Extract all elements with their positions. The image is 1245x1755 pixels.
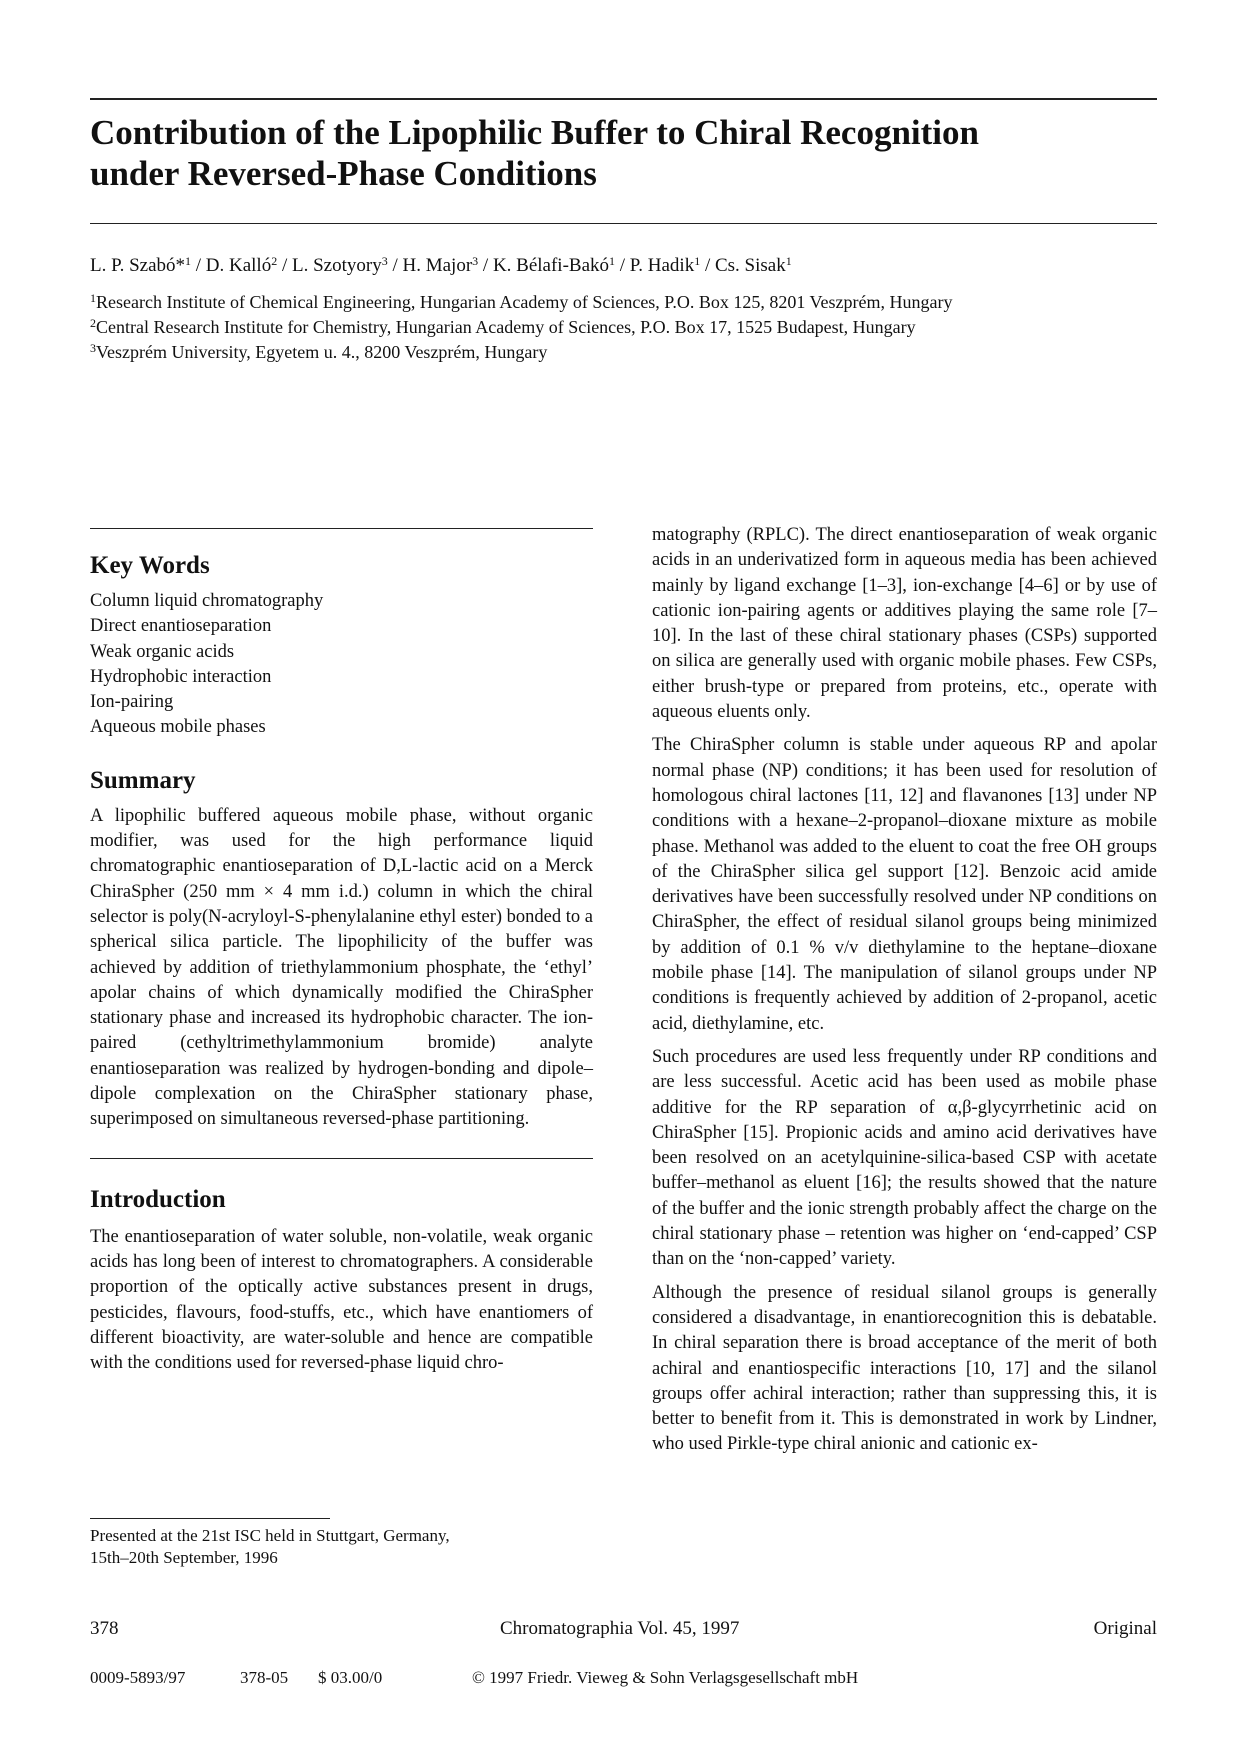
- top-rule: [90, 98, 1157, 100]
- author-name: L. Szotyory: [292, 255, 382, 276]
- keyword-list: [90, 589, 593, 741]
- keyword-item: Weak organic acids: [90, 641, 235, 662]
- keyword-item: Aqueous mobile phases: [90, 717, 266, 738]
- author-separator: /: [387, 255, 403, 276]
- body-paragraph: matography (RPLC). The direct enantioseparation of weak organic acids in an underivatized form in aqueous media has been achieved mainly by ligand exchange [1–3], ion-exchange [4–6] or by use of cationic ion-pairing agents or additives playing the same role [7–10]. In the last of these chiral stationary phases (CSPs) supported on silica are generally used with organic mobile phases. Few CSPs, either brush-type or prepared from proteins, etc., operate with aqueous eluents only.: [652, 525, 1157, 723]
- paper-title: [90, 112, 1157, 194]
- affiliation: [90, 315, 952, 340]
- author-affiliation-mark: 1: [785, 254, 792, 268]
- keyword-item: Ion-pairing: [90, 692, 174, 713]
- section-rule: [90, 528, 593, 529]
- author-name: Cs. Sisak: [714, 255, 786, 276]
- keyword-item: Direct enantioseparation: [90, 616, 272, 637]
- issn-code: 0009-5893/97: [90, 1668, 186, 1687]
- keyword-item: Column liquid chromatography: [90, 591, 324, 611]
- affiliation-list: [90, 290, 952, 365]
- section-rule: [90, 1158, 593, 1159]
- page-range-code: 378-05: [240, 1668, 289, 1687]
- footnote-rule: [90, 1518, 330, 1519]
- title-line-2: under Reversed-Phase Conditions: [90, 154, 597, 193]
- affiliation-mark: 1: [90, 291, 96, 305]
- title-rule: [90, 223, 1157, 224]
- author-name: L. P. Szabó*: [90, 255, 185, 276]
- right-column: [652, 523, 1157, 1458]
- title-line-1: Contribution of the Lipophilic Buffer to Chiral Recognition: [90, 113, 979, 152]
- summary-text: A lipophilic buffered aqueous mobile phase, without organic modifier, was used for the high performance liquid chromatographic enantioseparation of D,L-lactic acid on a Merck ChiraSpher (250 mm × 4 mm i.d.) column in which the chiral selector is poly(N-acryloyl-S-phenylalanine ethyl ester) bonded to a spherical silica particle. The lipophilicity of the buffer was achieved by addition of triethylammonium phosphate, the ‘ethyl’ apolar chains of which dynamically modified the ChiraSpher stationary phase and increased its hydrophobic character. The ion-paired (cethyltrimethylammonium bromide) analyte enantioseparation was realized by hydrogen-bonding and dipole–dipole complexation on the ChiraSpher stationary phase, superimposed on simultaneous reversed-phase partitioning.: [90, 805, 593, 1130]
- price-code: $ 03.00/0: [318, 1668, 383, 1687]
- affiliation-text: Research Institute of Chemical Engineering, Hungarian Academy of Sciences, P.O. Box 125, 8201 Veszprém, Hungary: [96, 292, 953, 312]
- author-affiliation-mark: 1: [694, 254, 701, 268]
- body-paragraph: The ChiraSpher column is stable under aqueous RP and apolar normal phase (NP) conditions; it has been used for resolution of homologous chiral lactones [11, 12] and flavanones [13] under NP conditions with a hexane–2-propanol–dioxane mixture as mobile phase. Methanol was added to the eluent to coat the free OH groups of the ChiraSpher silica gel support [12]. Benzoic acid amide derivatives have been successfully resolved under NP conditions on ChiraSpher, the effect of residual silanol groups being minimized by addition of 0.1 % v/v diethylamine to the heptane–dioxane mobile phase [14]. The manipulation of silanol groups under NP conditions is frequently achieved by addition of 2-propanol, acetic acid, diethylamine, etc.: [652, 735, 1157, 1034]
- affiliation-mark: 3: [90, 341, 96, 355]
- article-type: Original: [1093, 1618, 1157, 1639]
- affiliation: [90, 340, 952, 365]
- author-affiliation-mark: 3: [472, 254, 479, 268]
- author-name: D. Kalló: [205, 255, 272, 276]
- summary-heading: Summary: [90, 766, 196, 794]
- footnote: [90, 1525, 450, 1569]
- keywords-heading: Key Words: [90, 552, 210, 579]
- author-name: K. Bélafi-Bakó: [492, 255, 610, 276]
- affiliation-text: Veszprém University, Egyetem u. 4., 8200 Veszprém, Hungary: [96, 342, 548, 362]
- left-column: [90, 528, 593, 1376]
- copyright-line: © 1997 Friedr. Vieweg & Sohn Verlagsgesellschaft mbH: [472, 1668, 859, 1687]
- introduction-heading: Introduction: [90, 1185, 226, 1213]
- body-paragraph: Although the presence of residual silanol groups is generally considered a disadvantage, in enantiorecognition this is debatable. In chiral separation there is broad acceptance of the merit of both achiral and enantiospecific interactions [10, 17] and the silanol groups offer achiral interaction; rather than suppressing this, it is better to benefit from it. This is demonstrated in work by Lindner, who used Pirkle-type chiral anionic and cationic ex-: [652, 1282, 1157, 1455]
- author-name: P. Hadik: [629, 255, 695, 276]
- author-affiliation-mark: 1: [185, 254, 191, 268]
- affiliation: [90, 290, 952, 315]
- author-separator: /: [478, 255, 493, 276]
- author-name: H. Major: [402, 255, 473, 276]
- author-separator: /: [700, 255, 715, 276]
- body-paragraph: Such procedures are used less frequently under RP conditions and are less successful. Acetic acid has been used as mobile phase additive for the RP separation of α,β-glycyrrhetinic acid on ChiraSpher [15]. Propionic acids and amino acid derivatives have been resolved on an acetylquinine-silica-based CSP with acetate buffer–methanol as eluent [16]; the results showed that the nature of the buffer and the ionic strength probably affect the charge on the chiral stationary phase – retention was higher on ‘end-capped’ CSP than on the ‘non-capped’ variety.: [652, 1046, 1157, 1270]
- author-separator: /: [615, 255, 630, 276]
- footnote-line: Presented at the 21st ISC held in Stuttgart, Germany,: [90, 1526, 450, 1545]
- author-affiliation-mark: 3: [381, 254, 388, 268]
- page-number: 378: [90, 1618, 119, 1639]
- keyword-item: Hydrophobic interaction: [90, 666, 272, 687]
- introduction-text: The enantioseparation of water soluble, non-volatile, weak organic acids has long been of interest to chromatographers. A considerable proportion of the optically active substances present in drugs, pesticides, flavours, food-stuffs, etc., which have enantiomers of different bioactivity, are water-soluble and hence are compatible with the conditions used for reversed-phase liquid chro-: [90, 1226, 593, 1374]
- affiliation-mark: 2: [90, 316, 96, 330]
- journal-info: Chromatographia Vol. 45, 1997: [500, 1618, 740, 1639]
- footnote-line: 15th–20th September, 1996: [90, 1548, 278, 1567]
- author-affiliation-mark: 2: [271, 254, 278, 268]
- author-separator: /: [191, 255, 206, 276]
- author-separator: /: [277, 255, 292, 276]
- author-affiliation-mark: 1: [609, 254, 616, 268]
- affiliation-text: Central Research Institute for Chemistry, Hungarian Academy of Sciences, P.O. Box 17, 1525 Budapest, Hungary: [96, 317, 916, 337]
- author-list: [90, 254, 792, 278]
